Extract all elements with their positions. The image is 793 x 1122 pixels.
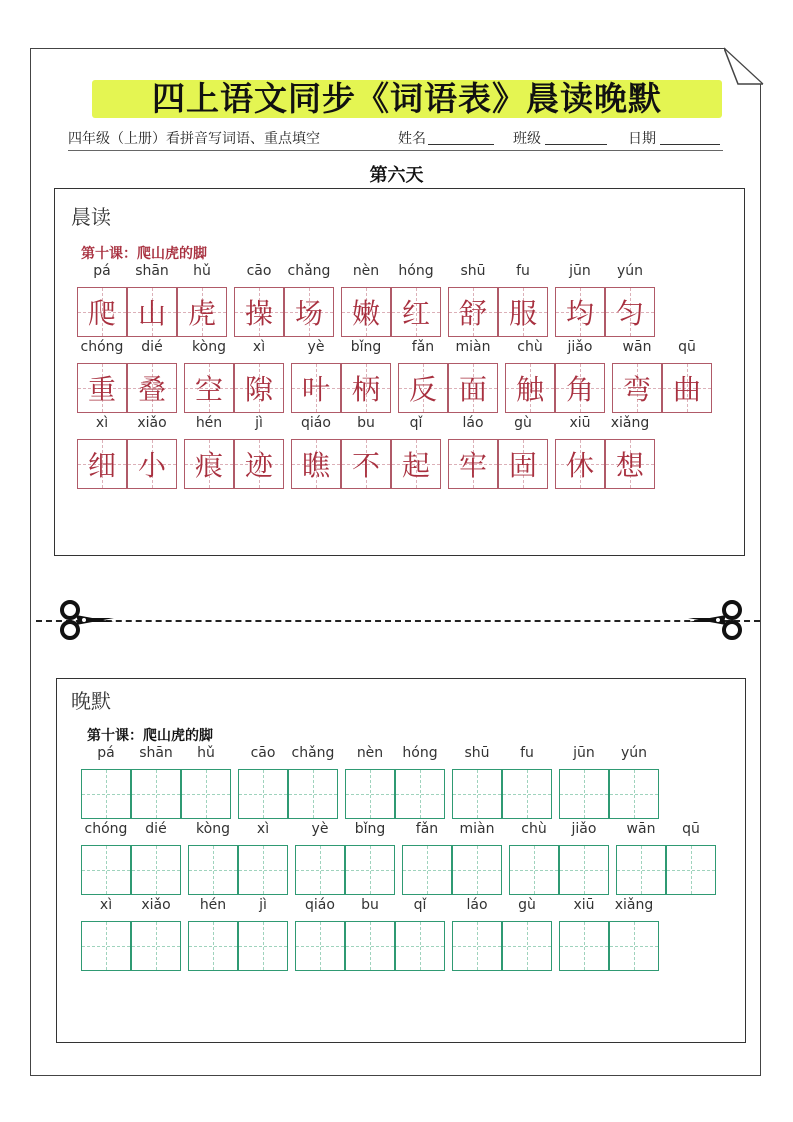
class-field[interactable] [545, 128, 607, 145]
pinyin-label: hóng [402, 745, 438, 761]
character-cell [234, 287, 284, 337]
scissors-icon-right [686, 600, 744, 640]
writing-cell[interactable] [131, 921, 181, 971]
character-cell [612, 363, 662, 413]
pinyin-label: xiǎng [610, 415, 650, 431]
hanzi-character: 触 [515, 373, 544, 406]
character-cell [448, 439, 498, 489]
writing-cell[interactable] [452, 845, 502, 895]
character-cell [127, 287, 177, 337]
pinyin-label: xiū [569, 415, 591, 431]
hanzi-character: 弯 [622, 373, 651, 406]
cut-line [36, 620, 760, 622]
character-cell [77, 439, 127, 489]
character-cell [391, 439, 441, 489]
writing-cell[interactable] [559, 845, 609, 895]
writing-cell[interactable] [452, 921, 502, 971]
writing-cell[interactable] [81, 845, 131, 895]
pinyin-label: hén [195, 415, 223, 431]
hanzi-character: 瞧 [301, 449, 330, 482]
pinyin-label: miàn [459, 821, 495, 837]
pinyin-label: chǎng [291, 745, 335, 761]
header-rule [68, 150, 723, 151]
pinyin-label: láo [462, 415, 484, 431]
hanzi-character: 服 [508, 297, 537, 330]
pinyin-label: qū [682, 821, 700, 837]
pinyin-label: bǐng [354, 821, 386, 837]
writing-cell[interactable] [81, 921, 131, 971]
pinyin-label: hǔ [197, 745, 215, 761]
character-cell [184, 363, 234, 413]
pinyin-label: xì [252, 339, 266, 355]
pinyin-label: gù [518, 897, 536, 913]
character-cell [391, 287, 441, 337]
writing-cell[interactable] [188, 921, 238, 971]
day-title: 第六天 [369, 165, 424, 186]
pinyin-label: shān [135, 263, 169, 279]
writing-cell[interactable] [402, 845, 452, 895]
pinyin-label: wān [622, 339, 652, 355]
hanzi-character: 起 [401, 449, 430, 482]
pinyin-label: qǐ [413, 897, 427, 913]
character-cell [498, 439, 548, 489]
pinyin-label: yún [620, 745, 648, 761]
pinyin-label: chǎng [287, 263, 331, 279]
date-field[interactable] [660, 128, 720, 145]
pinyin-label: bu [357, 415, 375, 431]
pinyin-label: cāo [246, 263, 272, 279]
pinyin-label: qiáo [305, 897, 335, 913]
morning-reading-box [54, 188, 745, 556]
pinyin-label: miàn [455, 339, 491, 355]
pinyin-label: chóng [80, 339, 124, 355]
pinyin-label: jiǎo [567, 339, 593, 355]
character-cell [77, 287, 127, 337]
pinyin-label: dié [141, 339, 163, 355]
pinyin-label: fu [516, 263, 530, 279]
writing-cell[interactable] [288, 769, 338, 819]
character-cell [127, 439, 177, 489]
pinyin-label: nèn [356, 745, 384, 761]
pinyin-label: gù [514, 415, 532, 431]
writing-cell[interactable] [616, 845, 666, 895]
writing-cell[interactable] [509, 845, 559, 895]
character-cell [284, 287, 334, 337]
hanzi-character: 休 [565, 449, 594, 482]
pinyin-label: chù [517, 339, 543, 355]
morning-label: 晨读 [71, 205, 111, 229]
writing-cell[interactable] [295, 845, 345, 895]
pinyin-label: xì [99, 897, 113, 913]
pinyin-label: fǎn [411, 339, 435, 355]
subtitle-row [68, 128, 723, 150]
pinyin-label: jūn [569, 263, 591, 279]
character-cell [555, 287, 605, 337]
morning-lesson-title: 第十课：爬山虎的脚 [81, 246, 207, 262]
hanzi-character: 均 [565, 297, 594, 330]
evening-lesson-title: 第十课：爬山虎的脚 [87, 728, 213, 744]
pinyin-label: kòng [192, 339, 226, 355]
pinyin-label: chóng [84, 821, 128, 837]
pinyin-label: jì [255, 415, 263, 431]
character-cell [662, 363, 712, 413]
writing-cell[interactable] [395, 921, 445, 971]
pinyin-label: pá [93, 263, 111, 279]
hanzi-character: 牢 [458, 449, 487, 482]
writing-cell[interactable] [395, 769, 445, 819]
folded-corner-icon [724, 47, 764, 87]
pinyin-label: jì [259, 897, 267, 913]
hanzi-character: 嫩 [351, 297, 380, 330]
pinyin-label: xì [256, 821, 270, 837]
character-cell [291, 363, 341, 413]
hanzi-character: 红 [401, 297, 430, 330]
pinyin-label: chù [521, 821, 547, 837]
hanzi-character: 曲 [672, 373, 701, 406]
character-cell [341, 363, 391, 413]
pinyin-label: xiǎo [137, 415, 167, 431]
hanzi-character: 固 [508, 449, 537, 482]
character-cell [184, 439, 234, 489]
class-label: 班级 [513, 131, 541, 147]
character-cell [234, 363, 284, 413]
pinyin-label: hén [199, 897, 227, 913]
pinyin-label: jūn [573, 745, 595, 761]
hanzi-character: 舒 [458, 297, 487, 330]
title-text: 四上语文同步《词语表》晨读晚默 [152, 79, 662, 118]
writing-cell[interactable] [609, 769, 659, 819]
hanzi-character: 反 [408, 373, 437, 406]
hanzi-character: 虎 [187, 297, 216, 330]
pinyin-label: qiáo [301, 415, 331, 431]
hanzi-character: 角 [565, 373, 594, 406]
name-field[interactable] [428, 128, 494, 145]
hanzi-character: 叶 [301, 373, 330, 406]
pinyin-label: shū [464, 745, 490, 761]
evening-label: 晚默 [71, 689, 111, 713]
hanzi-character: 想 [615, 449, 644, 482]
writing-cell[interactable] [81, 769, 131, 819]
scissors-icon [58, 600, 116, 640]
writing-cell[interactable] [452, 769, 502, 819]
writing-cell[interactable] [345, 845, 395, 895]
evening-dictation-box [56, 678, 746, 1043]
pinyin-label: jiǎo [571, 821, 597, 837]
character-cell [448, 363, 498, 413]
writing-cell[interactable] [559, 921, 609, 971]
character-cell [341, 287, 391, 337]
writing-cell[interactable] [609, 921, 659, 971]
pinyin-label: nèn [352, 263, 380, 279]
pinyin-label: xiū [573, 897, 595, 913]
hanzi-character: 匀 [615, 297, 644, 330]
character-cell [448, 287, 498, 337]
character-cell [77, 363, 127, 413]
character-cell [555, 439, 605, 489]
pinyin-label: hǔ [193, 263, 211, 279]
pinyin-label: xì [95, 415, 109, 431]
date-label: 日期 [628, 131, 656, 147]
writing-cell[interactable] [345, 921, 395, 971]
pinyin-label: qū [678, 339, 696, 355]
writing-cell[interactable] [502, 769, 552, 819]
pinyin-label: kòng [196, 821, 230, 837]
writing-cell[interactable] [238, 845, 288, 895]
hanzi-character: 柄 [351, 373, 380, 406]
writing-cell[interactable] [666, 845, 716, 895]
writing-cell[interactable] [238, 921, 288, 971]
pinyin-label: yún [616, 263, 644, 279]
pinyin-label: bǐng [350, 339, 382, 355]
hanzi-character: 叠 [137, 373, 166, 406]
pinyin-label: qǐ [409, 415, 423, 431]
hanzi-character: 痕 [194, 449, 223, 482]
pinyin-label: fu [520, 745, 534, 761]
pinyin-label: wān [626, 821, 656, 837]
character-cell [341, 439, 391, 489]
hanzi-character: 场 [294, 297, 323, 330]
pinyin-label: xiǎng [614, 897, 654, 913]
writing-cell[interactable] [502, 921, 552, 971]
page-title [92, 76, 722, 120]
character-cell [234, 439, 284, 489]
pinyin-label: láo [466, 897, 488, 913]
character-cell [177, 287, 227, 337]
pinyin-label: hóng [398, 263, 434, 279]
hanzi-character: 山 [137, 297, 166, 330]
subtitle-text: 四年级（上册）看拼音写词语、重点填空 [68, 131, 320, 147]
writing-cell[interactable] [188, 845, 238, 895]
writing-cell[interactable] [181, 769, 231, 819]
name-label: 姓名 [398, 131, 426, 147]
character-cell [605, 439, 655, 489]
hanzi-character: 重 [87, 373, 116, 406]
hanzi-character: 面 [458, 373, 487, 406]
pinyin-label: dié [145, 821, 167, 837]
character-cell [291, 439, 341, 489]
hanzi-character: 小 [137, 449, 166, 482]
pinyin-label: pá [97, 745, 115, 761]
pinyin-label: cāo [250, 745, 276, 761]
writing-cell[interactable] [131, 845, 181, 895]
pinyin-label: yè [307, 339, 325, 355]
hanzi-character: 隙 [244, 373, 273, 406]
character-cell [555, 363, 605, 413]
pinyin-label: yè [311, 821, 329, 837]
pinyin-label: xiǎo [141, 897, 171, 913]
pinyin-label: bu [361, 897, 379, 913]
writing-cell[interactable] [559, 769, 609, 819]
character-cell [398, 363, 448, 413]
character-cell [498, 287, 548, 337]
character-cell [505, 363, 555, 413]
hanzi-character: 细 [87, 449, 116, 482]
character-cell [605, 287, 655, 337]
pinyin-label: fǎn [415, 821, 439, 837]
writing-cell[interactable] [345, 769, 395, 819]
character-cell [127, 363, 177, 413]
writing-cell[interactable] [238, 769, 288, 819]
writing-cell[interactable] [295, 921, 345, 971]
hanzi-character: 不 [351, 449, 380, 482]
pinyin-label: shū [460, 263, 486, 279]
hanzi-character: 空 [194, 373, 223, 406]
writing-cell[interactable] [131, 769, 181, 819]
pinyin-label: shān [139, 745, 173, 761]
hanzi-character: 操 [244, 297, 273, 330]
hanzi-character: 迹 [244, 449, 273, 482]
hanzi-character: 爬 [87, 297, 116, 330]
